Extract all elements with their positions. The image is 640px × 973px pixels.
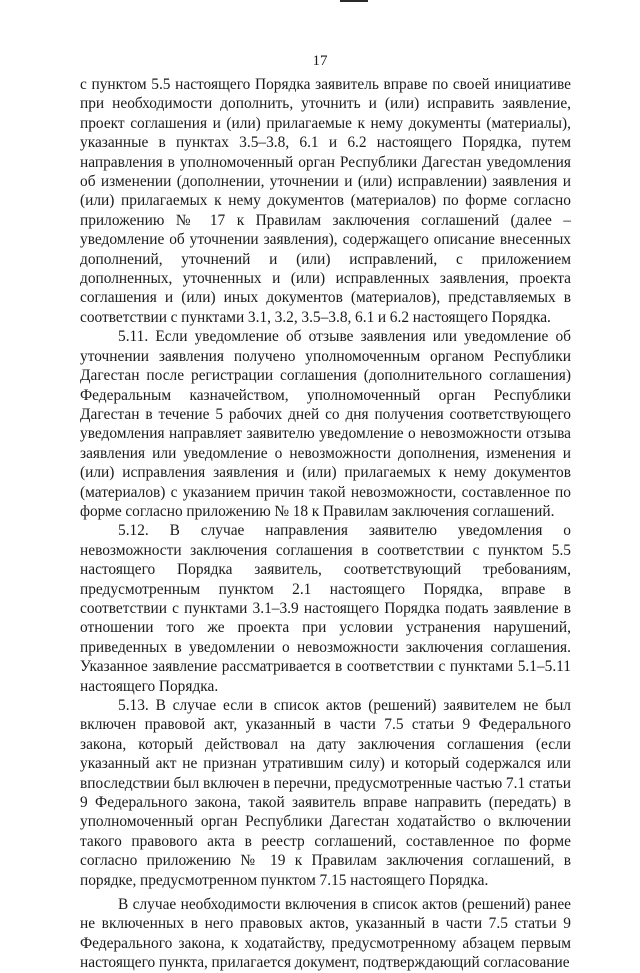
paragraph-continuation: с пунктом 5.5 настоящего Порядка заявитель вправе по своей инициативе при необходимости дополнить, уточнить и (или) исправить заявление, проект соглашения и (или) прилагаемые к нему документы (материалы), указанные в пунктах 3.5–3.8, 6.1 и 6.2 настоящего Порядка, путем направления в уполномоченный орган Республики Дагестан уведомления об изменении (дополнении, уточнении и (или) исправлении) заявления и (или) прилагаемых к нему документов (материалов) по форме согласно приложению № 17 к Правилам заключения соглашений (далее – уведомление об уточнении заявления), содержащего описание внесенных дополнений, уточнений и (или) исправлений, с приложением дополненных, уточненных и (или) исправленных заявления, проекта соглашения и (или) иных документов (материалов), представляемых в соответствии с пунктами 3.1, 3.2, 3.5–3.8, 6.1 и 6.2 настоящего Порядка. [80,76,571,326]
paragraph-clause-5-11: 5.11. Если уведомление об отзыве заявления или уведомление об уточнении заявления получено уполномоченным органом Республики Дагестан после регистрации соглашения (дополнительного соглашения) Федеральным казначейством, уполномоченный орган Республики Дагестан в течение 5 рабочих дней со дня получения соответствующего уведомления направляет заявителю уведомление о невозможности отзыва заявления или уведомление о невозможности дополнения, изменения и (или) исправления заявления и (или) прилагаемых к нему документов (материалов) с указанием причин такой невозможности, составленное по форме согласно приложению № 18 к Правилам заключения соглашений. [80,328,571,520]
paragraph-clause-5-12: 5.12. В случае направления заявителю уведомления о невозможности заключения соглашения в соответствии с пунктом 5.5 настоящего Порядка заявитель, соответствующий требованиям, предусмотренным пунктом 2.1 настоящего Порядка, вправе в соответствии с пунктами 3.1–3.9 настоящего Порядка подать заявление в отношении того же проекта при условии устранения нарушений, приведенных в уведомлении о невозможности заключения соглашения. Указанное заявление рассматривается в соответствии с пунктами 5.1–5.11 настоящего Порядка. [80,522,571,695]
page-number: 17 [312,53,328,69]
top-scan-mark [340,0,368,2]
document-body [80,75,571,973]
paragraph-clause-5-13-second: В случае необходимости включения в список актов (решений) ранее не включенных в него правовых актов, указанный в части 7.5 статьи 9 Федерального закона, к ходатайству, предусмотренному абзацем первым настоящего пункта, прилагается документ, подтверждающий согласование [80,896,571,972]
paragraph-clause-5-13: 5.13. В случае если в список актов (решений) заявителем не был включен правовой акт, указанный в части 7.5 статьи 9 Федерального закона, который действовал на дату заключения соглашения (если указанный акт не признан утратившим силу) и который содержался или впоследствии был включен в перечни, предусмотренные частью 7.1 статьи 9 Федерального закона, такой заявитель вправе направить (передать) в уполномоченный орган Республики Дагестан ходатайство о включении такого правового акта в реестр соглашений, составленное по форме согласно приложению № 19 к Правилам заключения соглашений, в порядке, предусмотренном пунктом 7.15 настоящего Порядка. [80,697,571,889]
